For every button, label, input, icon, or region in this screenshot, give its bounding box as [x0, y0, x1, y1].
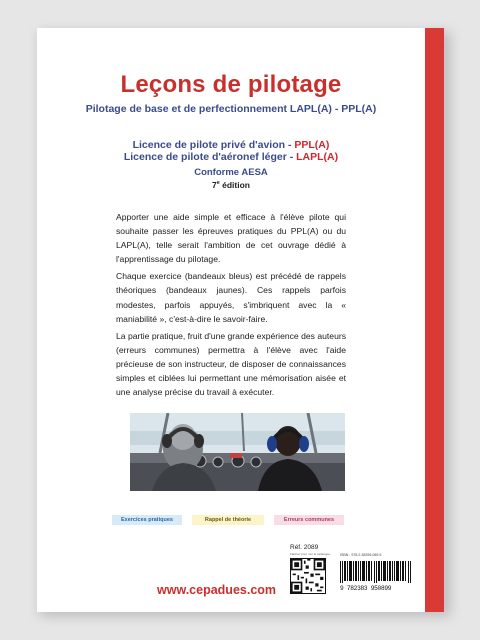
- isbn-label: ISBN : 978.2.38395.089.9: [340, 553, 382, 557]
- cockpit-photo: [130, 413, 345, 491]
- barcode: [340, 561, 412, 583]
- publisher-website-link[interactable]: www.cepadues.com: [157, 583, 277, 597]
- description-paragraph: Apporter une aide simple et efficace à l'élève pilote qui souhaite passer les épreuves pratiques du PPL(A) ou du LAPL(A), telle serait l'ambition de cet ouvrage dédié à l'apprentissage du pilotage.: [116, 212, 346, 265]
- description-text: [116, 210, 346, 402]
- reference-number: Réf. 2089: [290, 544, 319, 551]
- licence-line-lapl: [37, 151, 425, 163]
- description-paragraph: La partie pratique, fruit d'une grande expérience des auteurs (erreurs communes) permettra à l'élève avec l'aide précieuse de son instructeur, de disposer de connaissances simples et ciblées lui permettant une mémorisation aisée et une analyse précise du travail à exécuter.: [116, 330, 347, 398]
- edition-label: [37, 180, 425, 190]
- edition-suffix: e: [216, 180, 220, 187]
- edition-word: édition: [219, 180, 251, 190]
- licence-ppl-code: PPL(A): [294, 139, 330, 151]
- legend-erreurs-communes: Erreurs communes: [274, 515, 344, 525]
- licence-lapl-code: LAPL(A): [296, 151, 339, 163]
- book-back-cover: [37, 28, 444, 612]
- qr-code: [290, 558, 326, 594]
- book-subtitle: Pilotage de base et de perfectionnement LAPL(A) - PPL(A): [85, 103, 377, 115]
- red-side-band: [425, 28, 444, 612]
- legend-exercices-pratiques: Exercices pratiques: [112, 515, 182, 525]
- licence-line-ppl: [37, 139, 425, 151]
- licence-ppl-text: Licence de pilote privé d'avion -: [132, 139, 295, 151]
- conformity-label: Conforme AESA: [194, 167, 268, 178]
- qr-caption: Flashez pour voir le catalogue: [290, 552, 331, 556]
- licence-lapl-text: Licence de pilote d'aéronef léger -: [123, 151, 297, 163]
- edition-number: 7: [211, 180, 217, 190]
- barcode-digits: 9 782383 950899: [340, 585, 392, 592]
- description-paragraph: Chaque exercice (bandeaux bleus) est précédé de rappels théoriques (bandeaux jaunes). Ces rappels parfois modestes, parfois appuyés, s'imbriquent avec la « maniabilité », c'est-à-dire le savoir-faire.: [116, 271, 346, 324]
- cockpit-illustration: [130, 413, 345, 491]
- legend-rappel-theorie: Rappel de théorie: [192, 515, 264, 525]
- book-title: Leçons de pilotage: [120, 71, 342, 98]
